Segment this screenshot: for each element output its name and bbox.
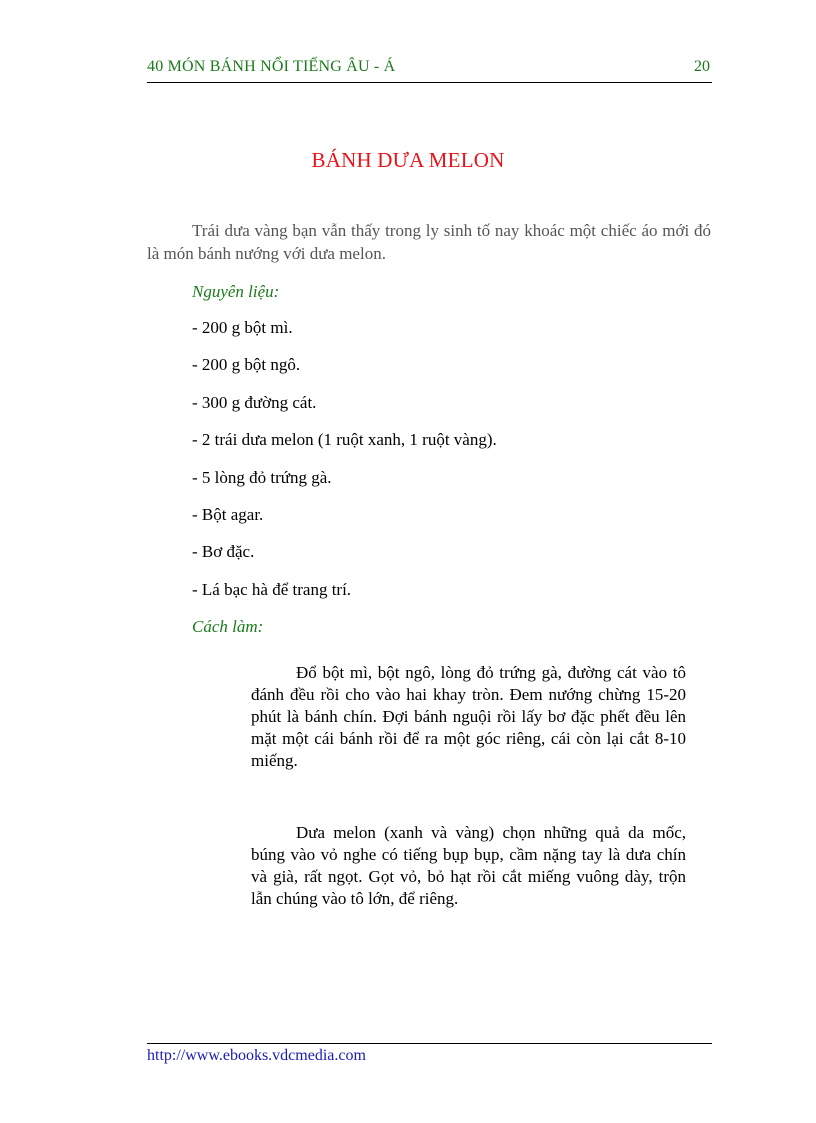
list-item: - Lá bạc hà để trang trí. xyxy=(192,579,352,599)
list-item: - Bột agar. xyxy=(192,504,264,524)
list-item: - 200 g bột mì. xyxy=(192,318,293,337)
page-footer xyxy=(147,1043,712,1065)
method-label: Cách làm: xyxy=(192,617,264,636)
ingredients-list xyxy=(192,318,497,617)
list-item: - Bơ đặc. xyxy=(192,542,255,562)
method-paragraph-1: Đổ bột mì, bột ngô, lòng đỏ trứng gà, đường cát vào tô đánh đều rồi cho vào hai khay tròn. Đem nướng chừng 15-20 phút là bánh chín. Đợi bánh nguội rồi lấy bơ đặc phết đều lên mặt một cái bánh rồi để ra một góc riêng, cái còn lại cắt 8-10 miếng. xyxy=(251,663,686,770)
list-item: - 300 g đường cát. xyxy=(192,392,317,412)
book-title: 40 MÓN BÁNH NỔI TIẾNG ÂU - Á xyxy=(147,58,396,75)
intro-paragraph: Trái dưa vàng bạn vẫn thấy trong ly sinh tố nay khoác một chiếc áo mới đó là món bánh nướng với dưa melon. xyxy=(147,221,711,263)
list-item: - 200 g bột ngô. xyxy=(192,355,301,375)
list-item: - 2 trái dưa melon (1 ruột xanh, 1 ruột vàng). xyxy=(192,430,497,450)
ingredients-label: Nguyên liệu: xyxy=(192,282,280,301)
footer-link[interactable]: http://www.ebooks.vdcmedia.com xyxy=(147,1047,366,1064)
page-header xyxy=(147,56,712,83)
list-item: - 5 lòng đỏ trứng gà. xyxy=(192,467,332,487)
page-number: 20 xyxy=(694,58,710,75)
recipe-title: BÁNH DƯA MELON xyxy=(311,148,505,172)
method-paragraph-2: Dưa melon (xanh và vàng) chọn những quả da mốc, búng vào vỏ nghe có tiếng bụp bụp, cầm nặng tay là dưa chín và già, rất ngọt. Gọt vỏ, bỏ hạt rồi cắt miếng vuông dày, trộn lẫn chúng vào tô lớn, để riêng. xyxy=(251,823,686,908)
